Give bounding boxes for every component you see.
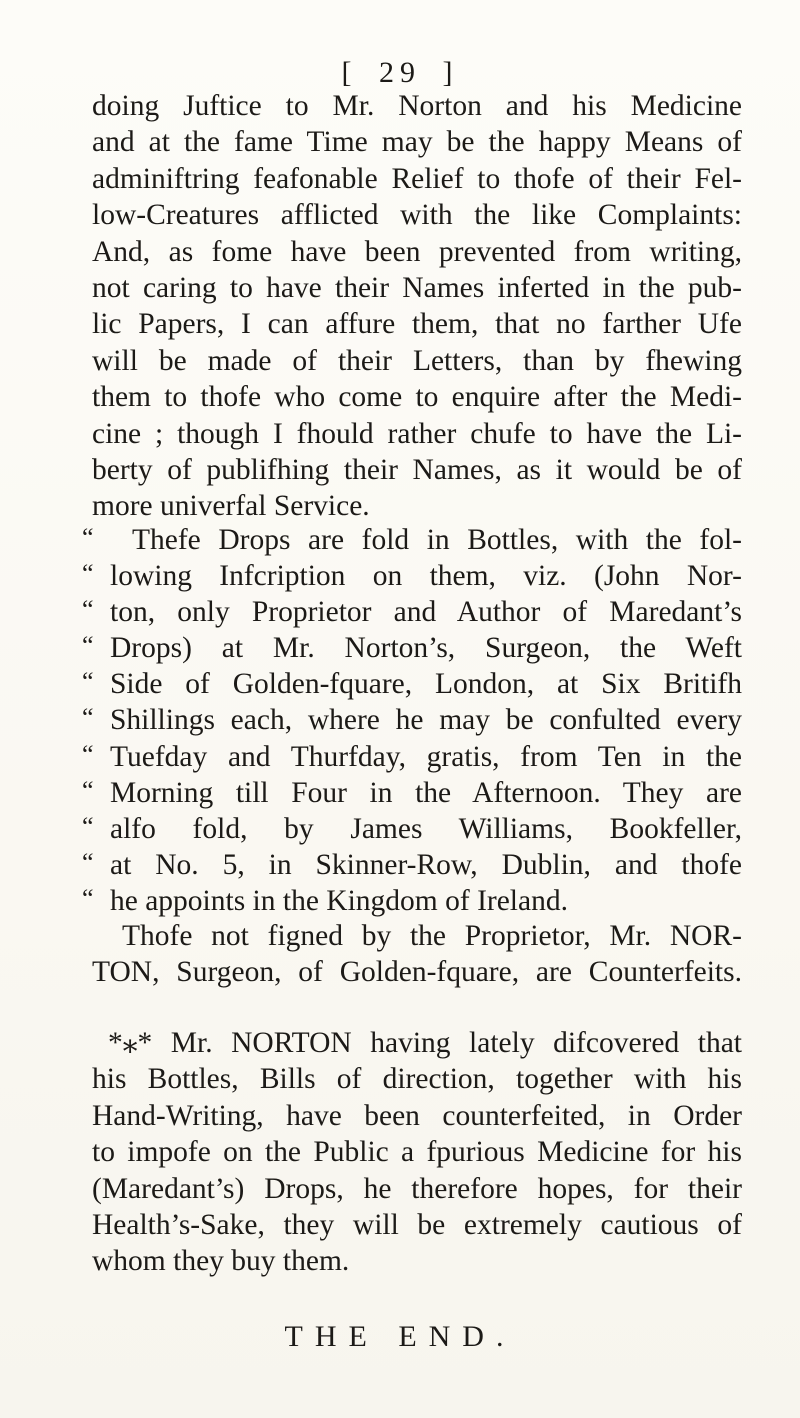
text-line: doing Juftice to Mr. Norton and his Medicine xyxy=(92,90,742,122)
quote-text: ton, only Proprietor and Author of Maredant’s xyxy=(110,596,742,629)
quote-text: he appoints in the Kingdom of Ireland. xyxy=(110,884,568,917)
text-line: Thofe not figned by the Proprietor, Mr. NOR- xyxy=(122,920,742,952)
text-line: more univerfal Service. xyxy=(92,490,370,523)
quote-line xyxy=(82,739,742,775)
text-line: to impofe on the Public a fpurious Medicine for his xyxy=(92,1136,742,1169)
quote-mark: “ xyxy=(82,595,94,625)
text-line: not caring to have their Names inferted in the pub- xyxy=(92,272,742,305)
paragraph-counterfeits xyxy=(92,918,742,991)
quote-text: Morning till Four in the Afternoon. They are xyxy=(110,776,742,809)
quote-mark: “ xyxy=(82,775,94,805)
quote-line xyxy=(82,630,742,666)
text-line: (Maredant’s) Drops, he therefore hopes, for their xyxy=(92,1172,742,1205)
the-end-heading: THE END. xyxy=(284,1320,516,1353)
text-line: berty of publifhing their Names, as it would be of xyxy=(92,454,742,487)
text-line: will be made of their Letters, than by fhewing xyxy=(92,344,742,377)
quote-mark: “ xyxy=(82,559,94,589)
text-line: cine ; though I fhould rather chufe to have the Li- xyxy=(92,417,742,450)
quote-mark: “ xyxy=(82,631,94,661)
quoted-advertisement xyxy=(82,522,742,919)
text-line: lic Papers, I can affure them, that no farther Ufe xyxy=(92,308,742,341)
quote-mark: “ xyxy=(82,847,94,877)
quote-mark: “ xyxy=(82,883,94,913)
text-line: his Bottles, Bills of direction, together with his xyxy=(92,1063,742,1096)
quote-mark: “ xyxy=(82,703,94,733)
quote-text: at No. 5, in Skinner-Row, Dublin, and thofe xyxy=(110,848,742,881)
quote-text: lowing Infcription on them, viz. (John Nor- xyxy=(110,560,742,593)
text-line: adminiftring feafonable Relief to thofe of their Fel- xyxy=(92,162,742,195)
text-line: whom they buy them. xyxy=(92,1245,350,1278)
page-number: [ 29 ] xyxy=(341,56,459,89)
quote-text: alfo fold, by James Williams, Bookfeller, xyxy=(110,812,742,845)
quote-text: Thefe Drops are fold in Bottles, with the fol- xyxy=(132,524,742,556)
quote-line xyxy=(82,847,742,883)
quote-mark: “ xyxy=(82,667,94,697)
quote-line xyxy=(82,594,742,630)
quote-line xyxy=(82,522,742,558)
quote-mark: “ xyxy=(82,811,94,841)
text-line: and at the fame Time may be the happy Means of xyxy=(92,126,742,159)
text-line: low-Creatures afflicted with the like Complaints: xyxy=(92,199,742,232)
quote-text: Drops) at Mr. Norton’s, Surgeon, the Weft xyxy=(110,632,742,665)
quote-line xyxy=(82,558,742,594)
paragraph-notice xyxy=(92,1025,742,1280)
text-line: TON, Surgeon, of Golden-fquare, are Counterfeits. xyxy=(92,956,742,989)
quote-line xyxy=(82,883,742,919)
text-line: Health’s-Sake, they will be extremely cautious of xyxy=(92,1209,742,1242)
text-line: Hand-Writing, have been counterfeited, in Order xyxy=(92,1099,742,1132)
text-line: *⁎* Mr. NORTON having lately difcovered that xyxy=(108,1027,742,1059)
quote-line xyxy=(82,666,742,702)
quote-text: Side of Golden-fquare, London, at Six Britifh xyxy=(110,668,742,701)
quote-text: Tuefday and Thurfday, gratis, from Ten in the xyxy=(110,740,742,773)
text-line: them to thofe who come to enquire after the Medi- xyxy=(92,381,742,414)
paragraph-1 xyxy=(92,88,742,525)
quote-line xyxy=(82,775,742,811)
quote-line xyxy=(82,811,742,847)
quote-text: Shillings each, where he may be confulted every xyxy=(110,704,742,737)
text-line: And, as fome have been prevented from writing, xyxy=(92,235,742,268)
quote-mark: “ xyxy=(82,523,94,552)
quote-line xyxy=(82,702,742,738)
quote-mark: “ xyxy=(82,739,94,769)
